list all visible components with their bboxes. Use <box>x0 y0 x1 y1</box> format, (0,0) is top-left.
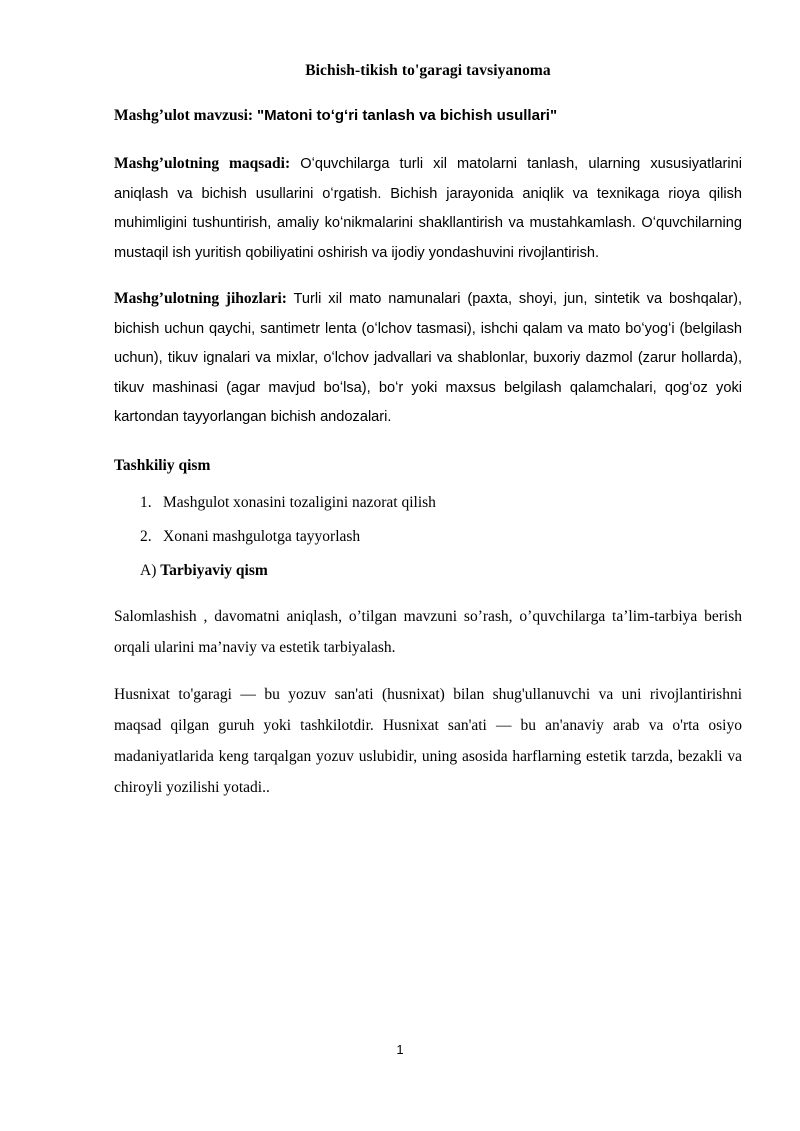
subsection-title: Tarbiyaviy qism <box>160 561 268 579</box>
page-title: Bichish-tikish to'garagi tavsiyanoma <box>305 62 551 79</box>
list-item-label: Xonani mashgulotga tayyorlash <box>163 528 361 546</box>
list-item <box>114 492 742 514</box>
organizational-task-list <box>114 492 742 547</box>
list-item-number: 1. <box>140 494 152 512</box>
calligraphy-club-paragraph: Husnixat to'garagi — bu yozuv san'ati (husnixat) bilan shug'ullanuvchi va uni rivojlantirishni maqsad qilgan guruh yoki tashkilotdir. Husnixat san'ati — bu an'anaviy arab va o'rta osiyo madaniyatlarida keng tarqalgan yozuv uslubidir, uning asosida harflarning estetik tarzda, bezakli va chiroyli yozilishi yotadi.. <box>114 686 742 797</box>
lesson-subject-label: Mashg’ulot mavzusi: <box>114 107 254 124</box>
lesson-subject-line <box>114 105 742 127</box>
lesson-objective-text: Oʻquvchilarga turli xil matolarni tanlash, ularning xususiyatlarini aniqlash va bichish usullarini oʻrgatish. Bichish jarayonida aniqlik va texnikaga rioya qilish muhimligini tushuntirish, amaliy koʻnikmalarini shakllantirish va mustahkamlash. Oʻquvchilarning mustaqil ish yuritish qobiliyatini oshirish va ijodiy yondashuvini rivojlantirish. <box>114 156 742 261</box>
list-item-number: 2. <box>140 528 152 546</box>
lesson-subject-value: "Matoni toʻgʻri tanlash va bichish usullari" <box>256 107 558 124</box>
greeting-paragraph: Salomlashish , davomatni aniqlash, o’tilgan mavzuni so’rash, o’quvchilarga ta’lim-tarbiya berish orqali ularini ma’naviy va estetik tarbiyalash. <box>114 608 742 657</box>
lesson-objective-label: Mashg’ulotning maqsadi: <box>114 155 291 173</box>
section-heading-organizational: Tashkiliy qism <box>114 456 211 474</box>
page-number: 1 <box>396 1042 404 1057</box>
list-item <box>114 526 742 548</box>
lesson-objective-paragraph <box>114 148 742 268</box>
list-item-label: Mashgulot xonasini tozaligini nazorat qilish <box>163 494 436 512</box>
lesson-equipment-label: Mashg’ulotning jihozlari: <box>114 290 287 308</box>
lesson-equipment-text: Turli xil mato namunalari (paxta, shoyi, jun, sintetik va boshqalar), bichish uchun qaychi, santimetr lenta (oʻlchov tasmasi), ishchi qalam va mato boʻyogʻi (belgilash uchun), tikuv ignalari va mixlar, oʻlchov jadvallari va shablonlar, buxoriy dazmol (zarur hollarda), tikuv mashinasi (agar mavjud boʻlsa), boʻr yoki maxsus belgilash qalamchalari, qogʻoz yoki kartondan tayyorlangan bichish andozalari. <box>114 291 742 426</box>
subsection-heading-educational <box>140 560 742 582</box>
lesson-equipment-paragraph <box>114 283 742 432</box>
subsection-marker: A) <box>140 561 161 579</box>
document-body <box>114 62 742 819</box>
